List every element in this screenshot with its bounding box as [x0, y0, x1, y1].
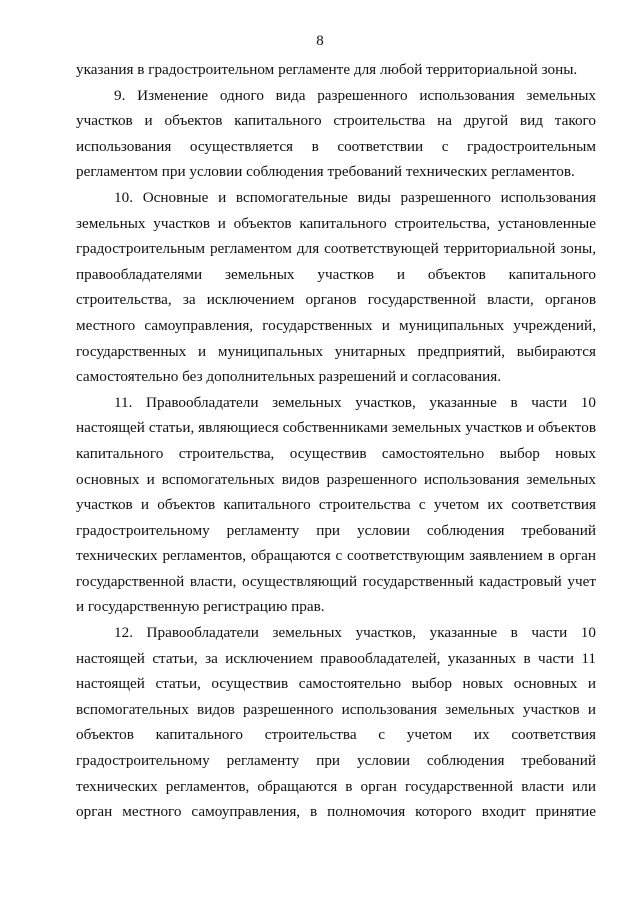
text-line: технических регламентов, обращаются с соответствующим заявлением в орган [76, 547, 596, 565]
text-line: градостроительному регламенту при условии соблюдения требований [76, 752, 596, 770]
text-line: государственной власти, осуществляющий государственный кадастровый учет [76, 572, 596, 590]
document-body [76, 57, 596, 825]
text-line: объектов капитального строительства с учетом их соответствия [76, 726, 596, 744]
text-line: настоящей статьи, за исключением правообладателей, указанных в части 11 [76, 649, 596, 667]
text-line: указания в градостроительном регламенте для любой территориальной зоны. [76, 61, 578, 78]
text-line: участков и объектов капитального строительства на другой вид такого [76, 112, 596, 130]
text-line: градостроительному регламенту при условии соблюдения требований [76, 521, 596, 539]
page-number: 8 [316, 33, 324, 49]
text-line: орган местного самоуправления, в полномочия которого входит принятие [76, 803, 596, 821]
text-line: самостоятельно без дополнительных разрешений и согласования. [76, 368, 502, 386]
text-line: 9. Изменение одного вида разрешенного использования земельных [114, 86, 596, 104]
text-line: правообладателями земельных участков и объектов капитального [76, 265, 596, 283]
text-line: местного самоуправления, государственных и муниципальных учреждений, [76, 316, 596, 334]
text-line: 11. Правообладатели земельных участков, указанные в части 10 [114, 393, 596, 411]
text-line: вспомогательных видов разрешенного использования земельных участков и [76, 700, 596, 718]
text-line: государственных и муниципальных унитарных предприятий, выбираются [76, 342, 596, 360]
text-line: и государственную регистрацию прав. [76, 598, 325, 616]
text-line: настоящей статьи, являющиеся собственниками земельных участков и объектов [76, 419, 596, 437]
text-line: градостроительным регламентом для соответствующей территориальной зоны, [76, 240, 596, 258]
text-line: регламентом при условии соблюдения требований технических регламентов. [76, 163, 575, 181]
text-line: настоящей статьи, осуществив самостоятельно выбор новых основных и [76, 675, 596, 693]
text-line: земельных участков и объектов капитального строительства, установленные [76, 214, 596, 232]
text-line: 12. Правообладатели земельных участков, указанные в части 10 [114, 624, 596, 642]
text-line: использования осуществляется в соответствии с градостроительным [76, 137, 596, 155]
text-line: технических регламентов, обращаются в орган государственной власти или [76, 777, 596, 795]
text-line: строительства, за исключением органов государственной власти, органов [76, 291, 596, 309]
text-line: 10. Основные и вспомогательные виды разрешенного использования [114, 188, 596, 206]
text-line: капитального строительства, осуществив самостоятельно выбор новых [76, 444, 596, 462]
text-line: участков и объектов капитального строительства с учетом их соответствия [76, 496, 596, 514]
text-line: основных и вспомогательных видов разрешенного использования земельных [76, 470, 596, 488]
